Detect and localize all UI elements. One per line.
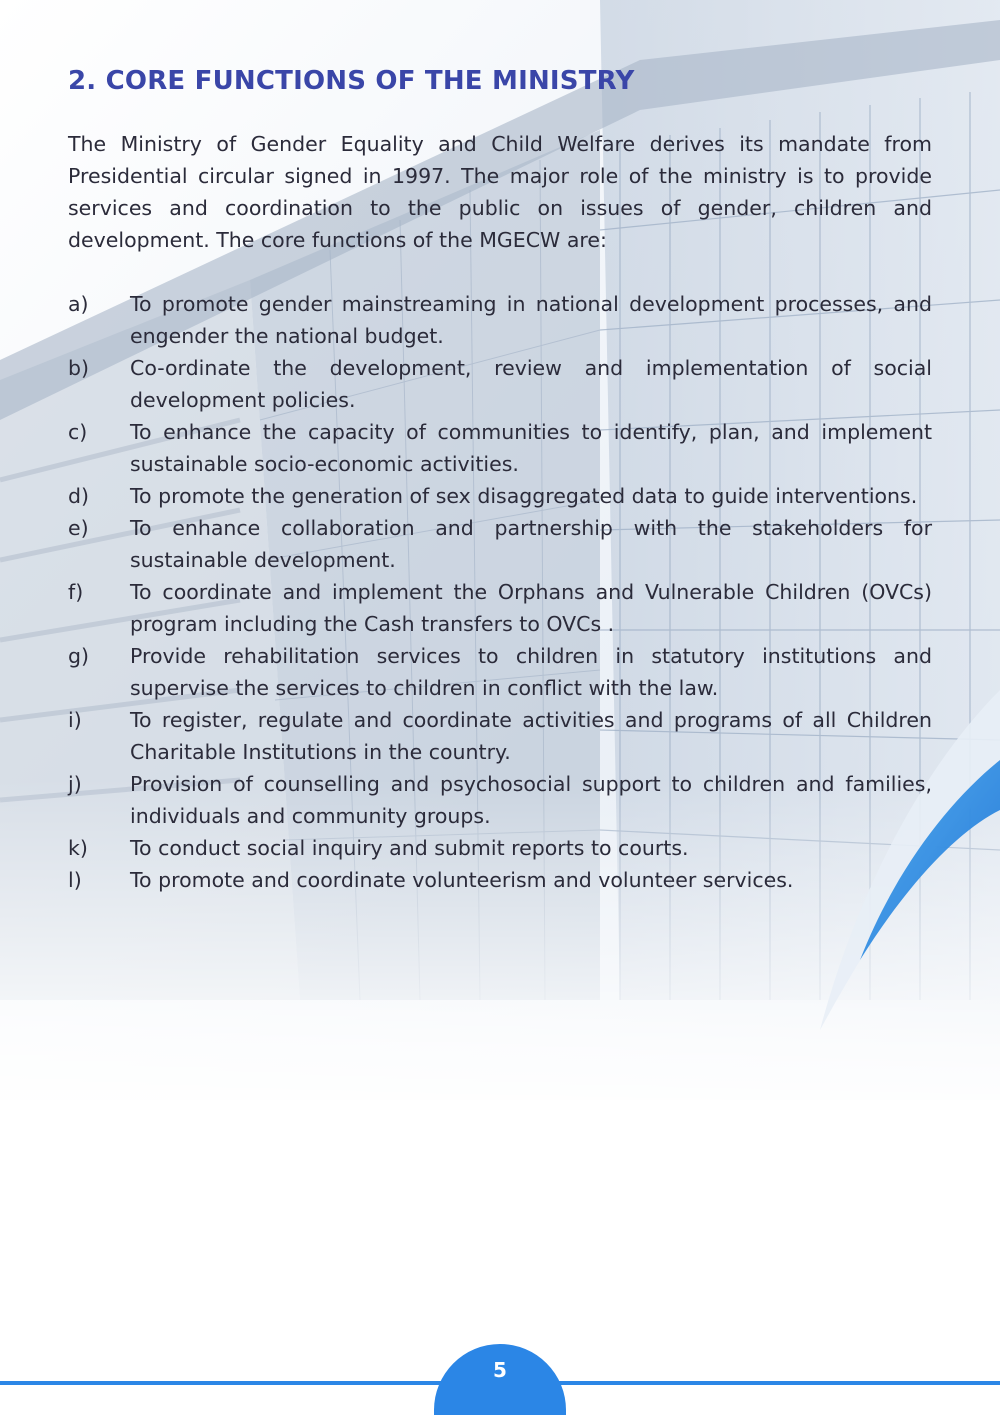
intro-paragraph: The Ministry of Gender Equality and Child Welfare derives its mandate from Presidential circular signed in 1997. The major role of the ministry is to provide services and coordination to the public on issues of gender, children and development. The core functions of the MGECW are: xyxy=(68,132,932,252)
list-item-letter: e) xyxy=(68,516,89,540)
list-item-letter: b) xyxy=(68,356,90,380)
list-item xyxy=(68,416,932,480)
page-number: 5 xyxy=(493,1358,507,1382)
list-item-text: To coordinate and implement the Orphans and Vulnerable Children (OVCs) program including the Cash transfers to OVCs . xyxy=(130,580,932,636)
list-item xyxy=(68,640,932,704)
list-item-text: To promote and coordinate volunteerism and volunteer services. xyxy=(130,868,794,892)
list-item-text: Provision of counselling and psychosocial support to children and families, individuals and community groups. xyxy=(130,772,932,828)
list-item xyxy=(68,768,932,832)
list-item-text: To enhance collaboration and partnership with the stakeholders for sustainable development. xyxy=(130,516,932,572)
list-item-letter: k) xyxy=(68,836,88,860)
section-heading: 2. CORE FUNCTIONS OF THE MINISTRY xyxy=(68,66,635,96)
list-item-text: To promote gender mainstreaming in national development processes, and engender the national budget. xyxy=(130,292,932,348)
list-item-text: To conduct social inquiry and submit reports to courts. xyxy=(130,836,689,860)
list-item-text: To register, regulate and coordinate activities and programs of all Children Charitable Institutions in the country. xyxy=(130,708,932,764)
list-item xyxy=(68,576,932,640)
list-item-letter: c) xyxy=(68,420,88,444)
list-item-letter: a) xyxy=(68,292,89,316)
list-item xyxy=(68,480,932,512)
list-item-text: Co-ordinate the development, review and implementation of social development policies. xyxy=(130,356,932,412)
list-item-letter: d) xyxy=(68,484,90,508)
list-item xyxy=(68,864,932,896)
list-item-text: To promote the generation of sex disaggregated data to guide interventions. xyxy=(130,484,918,508)
list-item xyxy=(68,832,932,864)
core-functions-list xyxy=(68,288,932,896)
list-item-letter: l) xyxy=(68,868,82,892)
list-item xyxy=(68,512,932,576)
list-item-letter: g) xyxy=(68,644,90,668)
list-item-text: To enhance the capacity of communities to identify, plan, and implement sustainable socio-economic activities. xyxy=(130,420,932,476)
list-item-letter: i) xyxy=(68,708,82,732)
list-item xyxy=(68,704,932,768)
list-item-letter: j) xyxy=(68,772,82,796)
list-item-letter: f) xyxy=(68,580,84,604)
list-item-text: Provide rehabilitation services to children in statutory institutions and supervise the services to children in conflict with the law. xyxy=(130,644,932,700)
list-item xyxy=(68,288,932,352)
list-item xyxy=(68,352,932,416)
